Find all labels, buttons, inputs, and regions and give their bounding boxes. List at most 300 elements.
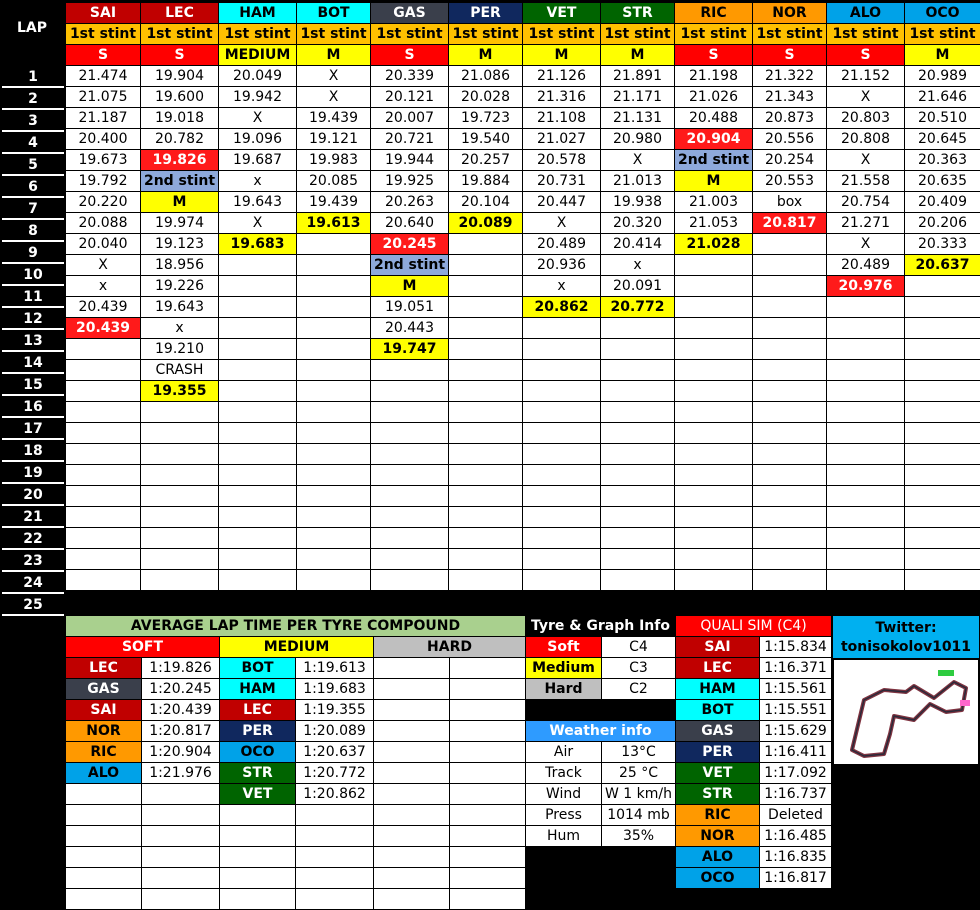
lap-time-cell — [371, 507, 449, 528]
lap-time-cell — [66, 339, 141, 360]
lap-number: 12 — [2, 310, 64, 330]
lap-time-cell: 19.439 — [297, 192, 371, 213]
lap-time-cell — [753, 360, 827, 381]
lap-time-cell — [905, 402, 980, 423]
compound-label: S — [371, 45, 449, 66]
weather-value: 13°C — [602, 742, 676, 763]
medium-driver — [220, 847, 296, 868]
lap-time-cell: 21.053 — [675, 213, 753, 234]
lap-time-cell — [601, 402, 675, 423]
driver-header: PER — [449, 3, 523, 24]
lap-time-cell: 21.152 — [827, 66, 905, 87]
lap-number: 9 — [2, 244, 64, 264]
lap-time-cell: 19.210 — [141, 339, 219, 360]
lap-time-cell — [601, 507, 675, 528]
lap-time-cell — [905, 486, 980, 507]
driver-header: VET — [523, 3, 601, 24]
hard-avg-time — [450, 742, 526, 763]
lap-time-cell — [219, 381, 297, 402]
hard-avg-time — [450, 784, 526, 805]
soft-avg-time — [142, 826, 220, 847]
quali-driver: GAS — [676, 721, 760, 742]
weather-title: Weather info — [526, 721, 676, 742]
lap-number: 11 — [2, 288, 64, 308]
lap-time-cell — [827, 318, 905, 339]
quali-driver: SAI — [676, 637, 760, 658]
hard-driver — [374, 742, 450, 763]
quali-time: 1:15.629 — [760, 721, 832, 742]
lap-time-cell — [371, 360, 449, 381]
lap-time-cell — [753, 318, 827, 339]
quali-time: Deleted — [760, 805, 832, 826]
lap-time-cell: 21.075 — [66, 87, 141, 108]
lap-time-cell: 20.263 — [371, 192, 449, 213]
average-lap-time-panel — [65, 615, 526, 910]
lap-time-cell — [141, 402, 219, 423]
weather-value: 25 °C — [602, 763, 676, 784]
lap-time-cell: 20.339 — [371, 66, 449, 87]
lap-time-cell: 20.989 — [905, 66, 980, 87]
weather-value: W 1 km/h — [602, 784, 676, 805]
lap-number: 3 — [2, 112, 64, 132]
stint-label: 1st stint — [601, 24, 675, 45]
lap-time-cell: 20.333 — [905, 234, 980, 255]
soft-avg-time — [142, 784, 220, 805]
lap-time-cell — [753, 444, 827, 465]
hard-avg-time — [450, 889, 526, 910]
lap-time-cell: X — [219, 213, 297, 234]
stint-label: 1st stint — [219, 24, 297, 45]
lap-time-cell: x — [141, 318, 219, 339]
tyre-compound: Medium — [526, 658, 602, 679]
lap-time-cell — [449, 234, 523, 255]
lap-number: 14 — [2, 354, 64, 374]
weather-label: Hum — [526, 826, 602, 847]
lap-time-cell — [601, 444, 675, 465]
lap-time-cell — [371, 528, 449, 549]
lap-time-cell — [219, 549, 297, 570]
lap-number: 5 — [2, 156, 64, 176]
weather-label: Air — [526, 742, 602, 763]
soft-driver — [66, 784, 142, 805]
compound-label: S — [675, 45, 753, 66]
hard-avg-time — [450, 721, 526, 742]
quali-driver: BOT — [676, 700, 760, 721]
lap-time-cell: 19.687 — [219, 150, 297, 171]
track-map-icon — [834, 660, 978, 764]
lap-time-cell — [219, 444, 297, 465]
lap-number: 22 — [2, 530, 64, 550]
lap-time-cell — [601, 360, 675, 381]
lap-time-cell — [601, 318, 675, 339]
lap-time-cell — [827, 381, 905, 402]
soft-avg-time: 1:20.817 — [142, 721, 220, 742]
lap-time-cell: 20.088 — [66, 213, 141, 234]
lap-time-cell: 20.254 — [753, 150, 827, 171]
lap-time-cell: x — [523, 276, 601, 297]
lap-time-cell: 20.049 — [219, 66, 297, 87]
lap-number: 23 — [2, 552, 64, 572]
lap-time-cell — [371, 444, 449, 465]
quali-time: 1:16.737 — [760, 784, 832, 805]
lap-time-cell — [675, 444, 753, 465]
hard-avg-time — [450, 658, 526, 679]
lap-time-cell: 2nd stint — [141, 171, 219, 192]
medium-avg-time — [296, 868, 374, 889]
lap-time-cell: M — [141, 192, 219, 213]
lap-time-cell — [297, 486, 371, 507]
lap-time-cell — [675, 528, 753, 549]
lap-time-cell — [675, 402, 753, 423]
lap-time-cell — [141, 444, 219, 465]
twitter-label: Twitter: — [833, 619, 979, 638]
soft-avg-time — [142, 868, 220, 889]
hard-driver — [374, 763, 450, 784]
lap-time-cell — [66, 507, 141, 528]
compound-label: MEDIUM — [219, 45, 297, 66]
lap-time-cell — [905, 423, 980, 444]
lap-time-cell: 18.956 — [141, 255, 219, 276]
lap-time-cell: 19.826 — [141, 150, 219, 171]
lap-time-cell — [219, 528, 297, 549]
lap-time-cell — [675, 381, 753, 402]
lap-time-cell: 20.206 — [905, 213, 980, 234]
lap-time-cell — [66, 423, 141, 444]
lap-time-cell: 21.028 — [675, 234, 753, 255]
lap-time-cell: 19.904 — [141, 66, 219, 87]
soft-avg-time: 1:19.826 — [142, 658, 220, 679]
lap-time-cell: 20.782 — [141, 129, 219, 150]
lap-time-cell: 20.220 — [66, 192, 141, 213]
lap-time-cell — [297, 444, 371, 465]
medium-driver: HAM — [220, 679, 296, 700]
lap-time-cell — [219, 276, 297, 297]
stint-label: 1st stint — [371, 24, 449, 45]
driver-header: SAI — [66, 3, 141, 24]
weather-value: 1014 mb — [602, 805, 676, 826]
lap-time-cell: 20.640 — [371, 213, 449, 234]
lap-time-cell: 20.091 — [601, 276, 675, 297]
lap-time-cell — [371, 465, 449, 486]
lap-time-cell — [753, 339, 827, 360]
lap-time-cell — [141, 486, 219, 507]
lap-time-cell: 21.343 — [753, 87, 827, 108]
quali-sim-panel — [675, 615, 832, 889]
lap-time-cell — [827, 549, 905, 570]
soft-avg-time: 1:20.439 — [142, 700, 220, 721]
lap-number: 16 — [2, 398, 64, 418]
spacer — [526, 847, 676, 868]
tyre-info-title: Tyre & Graph Info — [526, 616, 676, 637]
lap-time-cell — [905, 318, 980, 339]
lap-time-cell: 21.086 — [449, 66, 523, 87]
lap-time-cell — [66, 465, 141, 486]
lap-time-cell — [449, 297, 523, 318]
lap-time-cell — [905, 528, 980, 549]
lap-time-cell: 20.007 — [371, 108, 449, 129]
lap-time-cell: 19.096 — [219, 129, 297, 150]
lap-time-cell — [827, 339, 905, 360]
compound-label: M — [905, 45, 980, 66]
lap-time-cell — [297, 339, 371, 360]
lap-time-cell — [523, 423, 601, 444]
lap-time-cell: 19.123 — [141, 234, 219, 255]
stint-label: 1st stint — [297, 24, 371, 45]
driver-header: RIC — [675, 3, 753, 24]
lap-time-cell: 19.683 — [219, 234, 297, 255]
lap-time-cell — [827, 297, 905, 318]
lap-time-cell: 21.013 — [601, 171, 675, 192]
quali-time: 1:16.411 — [760, 742, 832, 763]
lap-time-cell — [297, 549, 371, 570]
lap-time-cell: 20.363 — [905, 150, 980, 171]
lap-time-cell: 20.443 — [371, 318, 449, 339]
lap-time-cell: X — [523, 213, 601, 234]
lap-time-cell: 19.723 — [449, 108, 523, 129]
compound-label: M — [449, 45, 523, 66]
lap-time-cell: X — [601, 150, 675, 171]
lap-time-cell: 21.474 — [66, 66, 141, 87]
lap-number: 10 — [2, 266, 64, 286]
lap-time-cell — [141, 528, 219, 549]
lap-time-cell — [449, 507, 523, 528]
lap-time-cell: 20.028 — [449, 87, 523, 108]
lap-time-cell — [371, 402, 449, 423]
weather-value: 35% — [602, 826, 676, 847]
lap-number: 4 — [2, 134, 64, 154]
lap-time-cell — [601, 549, 675, 570]
lap-time-cell — [675, 276, 753, 297]
lap-time-cell — [523, 549, 601, 570]
lap-time-cell: 20.817 — [753, 213, 827, 234]
medium-avg-time — [296, 826, 374, 847]
lap-time-cell — [219, 486, 297, 507]
lap-time-cell: 19.226 — [141, 276, 219, 297]
lap-time-cell — [297, 360, 371, 381]
lap-time-cell: 20.320 — [601, 213, 675, 234]
lap-number: 20 — [2, 486, 64, 506]
medium-driver: PER — [220, 721, 296, 742]
lap-time-cell — [523, 381, 601, 402]
lap-number: 17 — [2, 420, 64, 440]
lap-time-cell — [753, 297, 827, 318]
lap-time-cell: 20.862 — [523, 297, 601, 318]
lap-time-cell — [905, 507, 980, 528]
lap-time-cell — [449, 528, 523, 549]
lap-number: 19 — [2, 464, 64, 484]
lap-time-cell — [675, 486, 753, 507]
quali-title: QUALI SIM (C4) — [676, 616, 832, 637]
tyre-compound: Hard — [526, 679, 602, 700]
lap-time-cell — [827, 444, 905, 465]
soft-avg-time: 1:20.245 — [142, 679, 220, 700]
driver-header: STR — [601, 3, 675, 24]
lap-time-cell: 21.322 — [753, 66, 827, 87]
lap-time-cell — [675, 549, 753, 570]
lap-time-cell: 21.271 — [827, 213, 905, 234]
lap-time-cell — [449, 381, 523, 402]
lap-time-cell: 20.808 — [827, 129, 905, 150]
lap-time-cell — [827, 528, 905, 549]
lap-time-cell: 20.245 — [371, 234, 449, 255]
quali-driver: HAM — [676, 679, 760, 700]
lap-time-cell — [753, 507, 827, 528]
lap-time-cell: 20.721 — [371, 129, 449, 150]
lap-time-cell: 20.553 — [753, 171, 827, 192]
compound-label: M — [523, 45, 601, 66]
lap-time-cell: 20.447 — [523, 192, 601, 213]
lap-time-cell — [905, 465, 980, 486]
lap-time-cell: 2nd stint — [371, 255, 449, 276]
lap-time-cell — [219, 360, 297, 381]
medium-driver: LEC — [220, 700, 296, 721]
lap-number: 13 — [2, 332, 64, 352]
lap-time-cell — [753, 486, 827, 507]
medium-driver — [220, 889, 296, 910]
lap-time-cell: M — [675, 171, 753, 192]
lap-time-cell: 19.944 — [371, 150, 449, 171]
lap-time-cell — [66, 528, 141, 549]
twitter-box — [833, 616, 979, 658]
lap-time-cell: 21.646 — [905, 87, 980, 108]
lap-time-cell — [141, 423, 219, 444]
medium-driver: BOT — [220, 658, 296, 679]
hard-driver — [374, 700, 450, 721]
lap-number: 21 — [2, 508, 64, 528]
lap-number: 2 — [2, 90, 64, 110]
quali-time: 1:16.817 — [760, 868, 832, 889]
lap-time-cell: 20.637 — [905, 255, 980, 276]
lap-time-cell — [905, 339, 980, 360]
hard-driver — [374, 847, 450, 868]
lap-time-cell — [675, 360, 753, 381]
lap-number: 18 — [2, 442, 64, 462]
soft-driver: ALO — [66, 763, 142, 784]
soft-driver: GAS — [66, 679, 142, 700]
lap-time-cell — [449, 486, 523, 507]
quali-driver: STR — [676, 784, 760, 805]
lap-time-cell: 20.904 — [675, 129, 753, 150]
lap-time-cell — [827, 423, 905, 444]
lap-time-cell — [827, 402, 905, 423]
lap-time-cell: 19.925 — [371, 171, 449, 192]
medium-avg-time: 1:19.683 — [296, 679, 374, 700]
lap-time-cell: 19.600 — [141, 87, 219, 108]
soft-avg-time — [142, 805, 220, 826]
lap-time-cell: 21.027 — [523, 129, 601, 150]
medium-driver: STR — [220, 763, 296, 784]
soft-driver — [66, 889, 142, 910]
lap-time-cell — [523, 465, 601, 486]
soft-driver: SAI — [66, 700, 142, 721]
lap-time-cell: 20.439 — [66, 297, 141, 318]
lap-time-cell — [449, 255, 523, 276]
lap-time-cell — [905, 360, 980, 381]
hard-driver — [374, 805, 450, 826]
tyre-graph-info-panel — [525, 615, 676, 889]
stint-label: 1st stint — [905, 24, 980, 45]
lap-time-cell: 19.355 — [141, 381, 219, 402]
lap-time-cell — [66, 486, 141, 507]
lap-time-cell: M — [371, 276, 449, 297]
lap-time-cell — [297, 402, 371, 423]
twitter-handle[interactable]: tonisokolov1011 — [833, 638, 979, 657]
lap-time-cell: 20.414 — [601, 234, 675, 255]
lap-time-cell: 19.673 — [66, 150, 141, 171]
lap-time-cell: 20.936 — [523, 255, 601, 276]
lap-time-cell — [753, 255, 827, 276]
hard-driver — [374, 889, 450, 910]
lap-time-cell — [753, 549, 827, 570]
lap-time-cell — [297, 297, 371, 318]
quali-driver: ALO — [676, 847, 760, 868]
medium-driver — [220, 868, 296, 889]
hard-driver — [374, 826, 450, 847]
medium-driver: VET — [220, 784, 296, 805]
weather-label: Press — [526, 805, 602, 826]
driver-header: ALO — [827, 3, 905, 24]
lap-time-cell: 20.873 — [753, 108, 827, 129]
hard-avg-time — [450, 763, 526, 784]
lap-time-cell: 20.731 — [523, 171, 601, 192]
hard-avg-time — [450, 700, 526, 721]
compound-label: S — [141, 45, 219, 66]
lap-number: 8 — [2, 222, 64, 242]
hard-avg-time — [450, 868, 526, 889]
lap-time-cell: 20.754 — [827, 192, 905, 213]
tyre-compound: Soft — [526, 637, 602, 658]
lap-time-cell — [449, 549, 523, 570]
stint-label: 1st stint — [66, 24, 141, 45]
hard-driver — [374, 868, 450, 889]
lap-time-cell — [66, 549, 141, 570]
driver-header: OCO — [905, 3, 980, 24]
lap-time-cell — [523, 444, 601, 465]
lap-time-cell — [66, 570, 141, 591]
lap-time-cell — [523, 360, 601, 381]
quali-driver: VET — [676, 763, 760, 784]
lap-time-cell — [753, 528, 827, 549]
lap-time-cell — [675, 339, 753, 360]
lap-time-cell: 20.040 — [66, 234, 141, 255]
compound-heading: SOFT — [66, 637, 220, 658]
lap-time-cell — [601, 465, 675, 486]
lap-time-cell: 20.645 — [905, 129, 980, 150]
lap-time-cell — [675, 297, 753, 318]
lap-time-cell — [297, 255, 371, 276]
lap-time-cell: 19.439 — [297, 108, 371, 129]
lap-time-cell: 21.316 — [523, 87, 601, 108]
hard-avg-time — [450, 847, 526, 868]
average-panel-title: AVERAGE LAP TIME PER TYRE COMPOUND — [66, 616, 526, 637]
lap-time-cell: X — [827, 87, 905, 108]
lap-time-cell — [753, 570, 827, 591]
lap-time-cell — [219, 570, 297, 591]
lap-time-cell: X — [66, 255, 141, 276]
lap-time-cell: 20.409 — [905, 192, 980, 213]
medium-driver: OCO — [220, 742, 296, 763]
lap-time-cell — [219, 339, 297, 360]
lap-time-cell: X — [827, 150, 905, 171]
lap-time-cell: X — [297, 66, 371, 87]
lap-time-cell — [753, 402, 827, 423]
lap-time-cell — [66, 360, 141, 381]
lap-time-cell: 19.121 — [297, 129, 371, 150]
lap-number: 15 — [2, 376, 64, 396]
lap-time-cell — [371, 486, 449, 507]
lap-time-cell — [297, 381, 371, 402]
lap-time-cell — [827, 570, 905, 591]
